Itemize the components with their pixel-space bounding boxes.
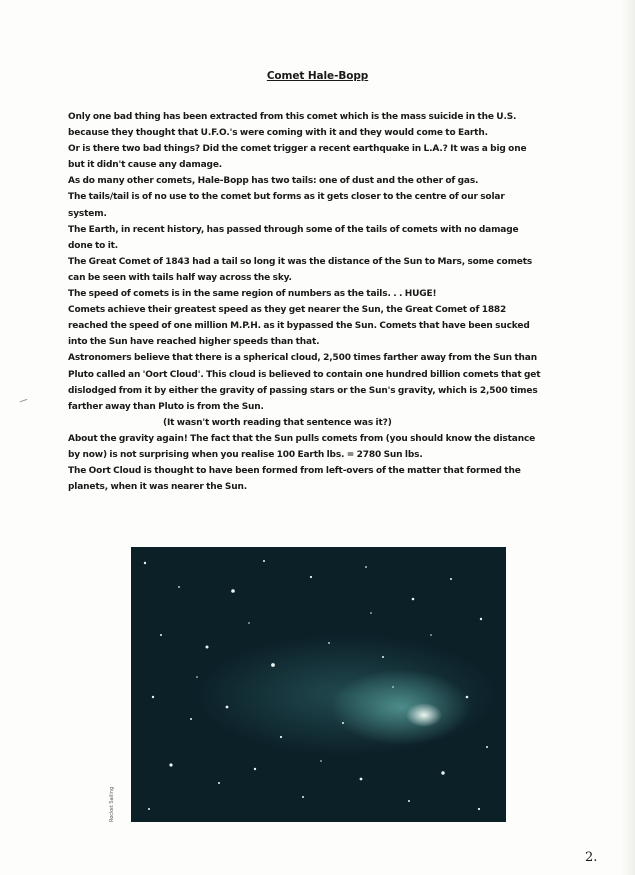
- stray-pen-mark: [20, 399, 29, 405]
- page-edge-shadow: [621, 0, 635, 875]
- paragraph: Comets achieve their greatest speed as they get nearer the Sun, the Great Comet of 1882 reached the speed of one million M.P.H. as it bypassed the Sun. Comets that have been sucked into the Sun have reached higher speeds than that.: [68, 305, 530, 348]
- oort-paragraph: [68, 350, 543, 430]
- aside-remark: (It wasn't worth reading that sentence was it?): [163, 417, 392, 428]
- paragraph: The Oort Cloud is thought to have been formed from left-overs of the matter that formed the planets, when it was nearer the Sun.: [68, 466, 521, 493]
- paragraph: The Earth, in recent history, has passed through some of the tails of comets with no damage done to it.: [68, 224, 519, 251]
- page-number: 2.: [585, 850, 598, 865]
- oort-paragraph-text: Astronomers believe that there is a spherical cloud, 2,500 times farther away from the Sun than Pluto called an 'Oort Cloud'. This cloud is believed to contain one hundred billion comets that get dislodged from it by either the gravity of passing stars or the Sun's gravity, which is 2,500 times farther away than Pluto is from the Sun.: [68, 353, 541, 412]
- paragraph: The speed of comets is in the same region of numbers as the tails. . . HUGE!: [68, 289, 437, 300]
- body-text: [68, 109, 543, 495]
- paragraph: As do many other comets, Hale-Bopp has two tails: one of dust and the other of gas.: [68, 176, 479, 187]
- paragraph: Or is there two bad things? Did the comet trigger a recent earthquake in L.A.? It was a big one but it didn't cause any damage.: [68, 144, 527, 171]
- paragraph: The tails/tail is of no use to the comet but forms as it gets closer to the centre of our solar system.: [68, 192, 505, 219]
- comet-photo: [131, 547, 506, 822]
- paragraph: The Great Comet of 1843 had a tail so long it was the distance of the Sun to Mars, some comets can be seen with tails half way across the sky.: [68, 256, 533, 283]
- page-title: Comet Hale-Bopp: [266, 70, 369, 82]
- photo-credit: Rocket Sailing: [109, 786, 115, 822]
- paragraph: Only one bad thing has been extracted from this comet which is the mass suicide in the U.S. because they thought that U.F.O.'s were coming with it and they would come to Earth.: [68, 112, 517, 139]
- paragraph: About the gravity again! The fact that the Sun pulls comets from (you should know the distance by now) is not surprising when you realise 100 Earth lbs. = 2780 Sun lbs.: [68, 433, 536, 460]
- star-field: [131, 547, 506, 822]
